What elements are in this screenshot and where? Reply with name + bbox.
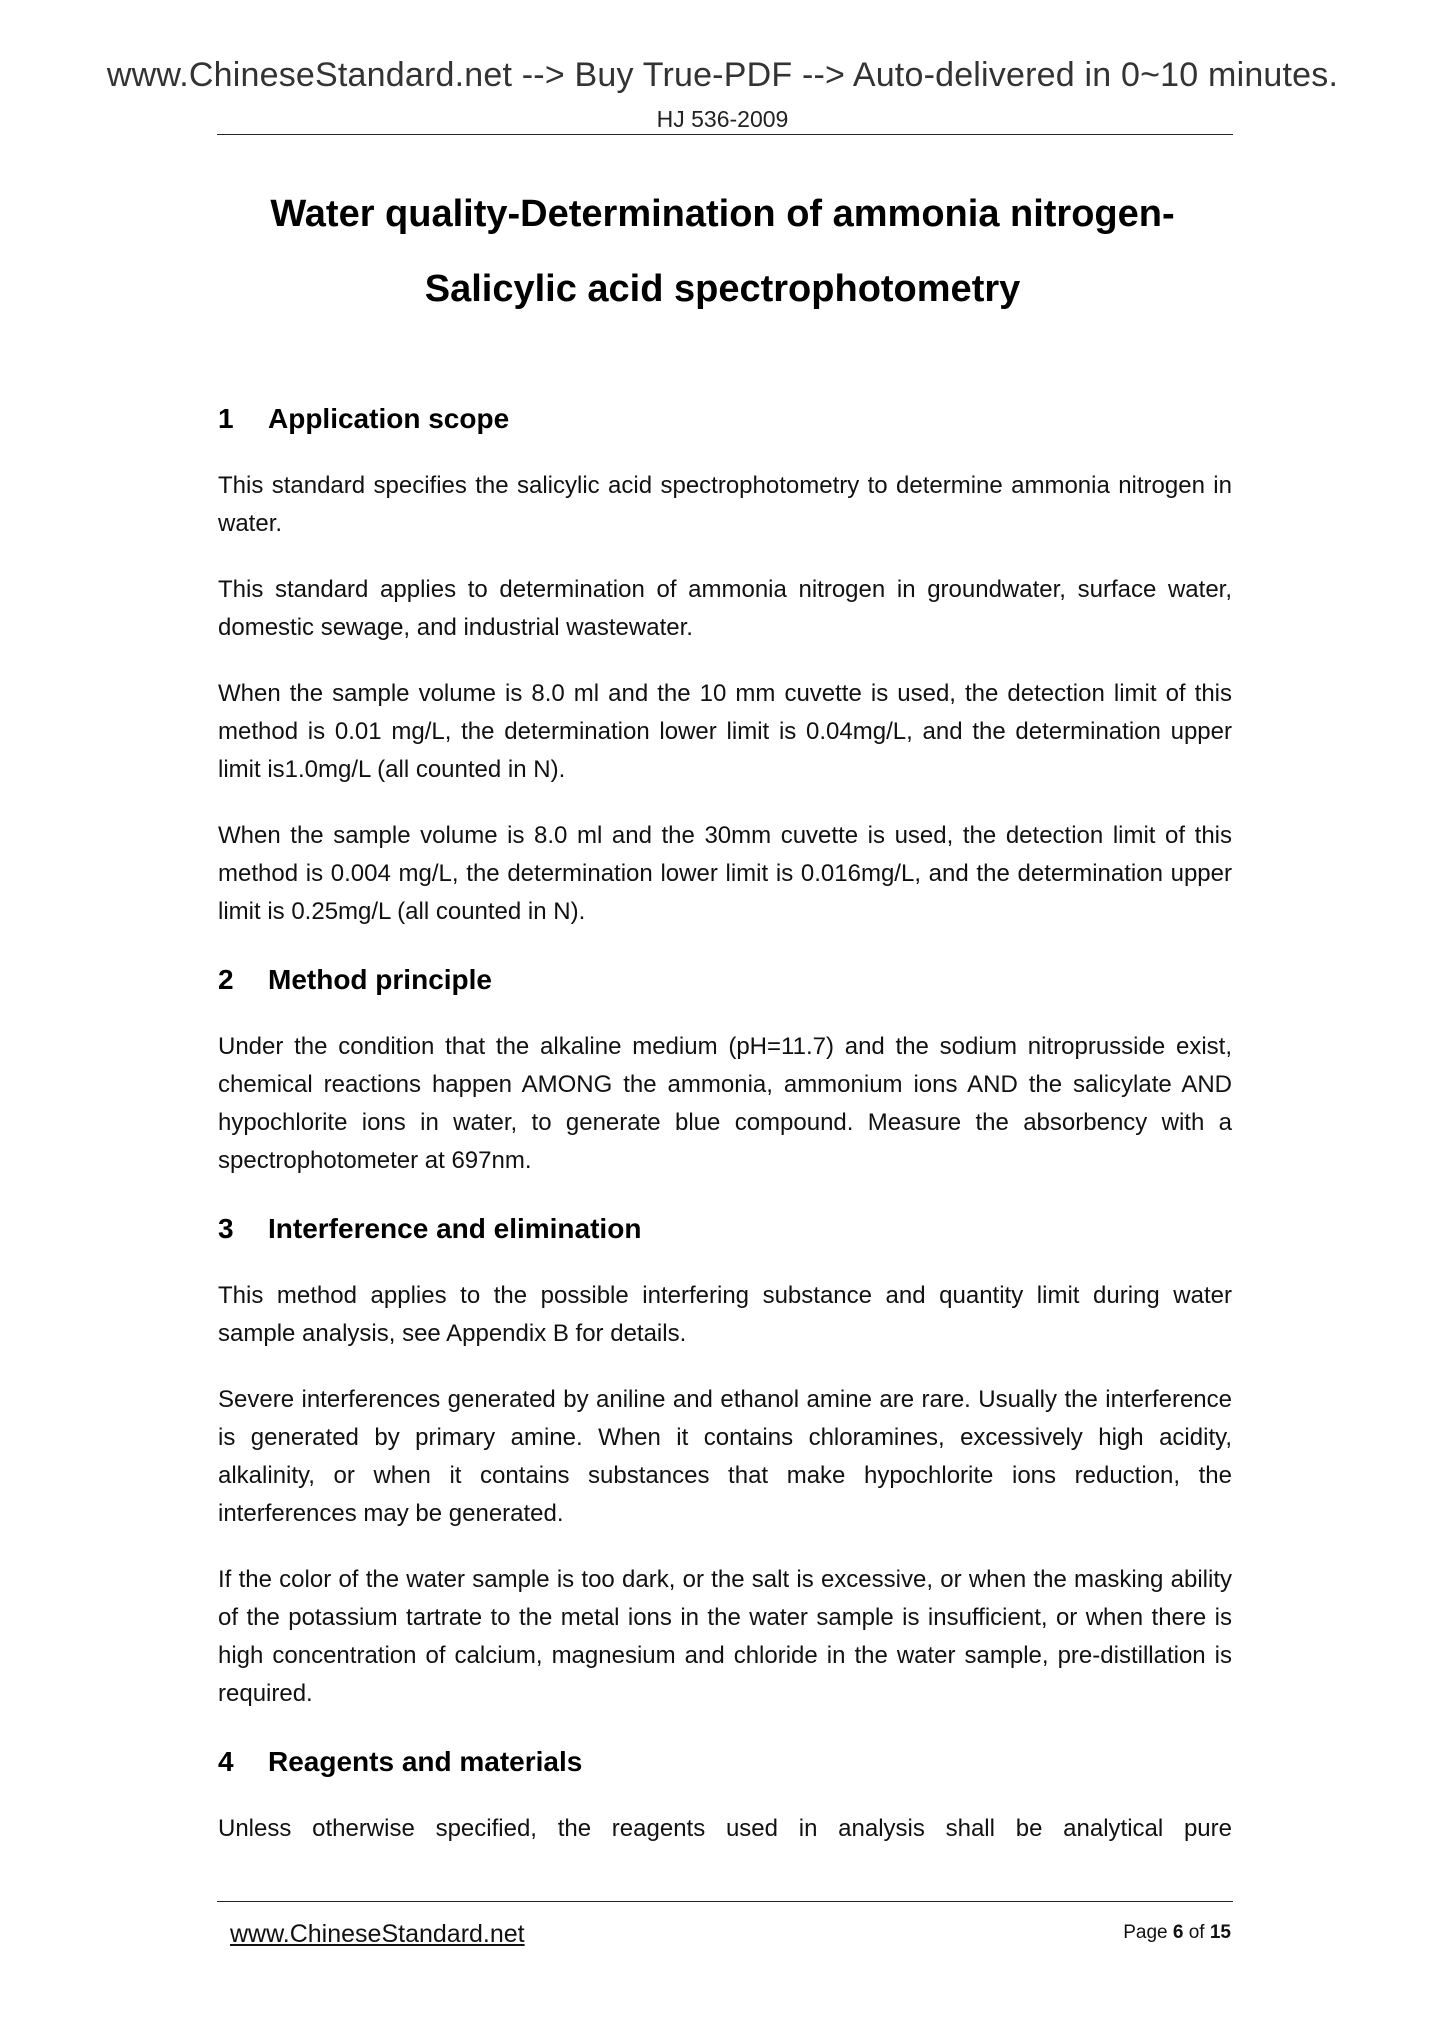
section-heading [218, 959, 1232, 1001]
paragraph: This method applies to the possible interfering substance and quantity limit during water sample analysis, see Appendix B for details. [218, 1282, 1232, 1347]
section-heading [218, 1741, 1232, 1783]
section-number: 4 [218, 1746, 234, 1777]
top-banner: www.ChineseStandard.net --> Buy True-PDF --> Auto-delivered in 0~10 minutes. [106, 56, 1339, 94]
standard-number: HJ 536-2009 [656, 106, 789, 132]
document-title-line-2: Salicylic acid spectrophotometry [424, 268, 1021, 310]
page-total: 15 [1209, 1922, 1231, 1943]
paragraph: Unless otherwise specified, the reagents used in analysis shall be analytical pure [218, 1815, 1232, 1842]
section-heading [218, 1208, 1232, 1250]
page-label: Page [1123, 1922, 1168, 1943]
paragraph: This standard applies to determination of ammonia nitrogen in groundwater, surface water, domestic sewage, and industrial wastewater. [218, 576, 1232, 641]
paragraph: When the sample volume is 8.0 ml and the 10 mm cuvette is used, the detection limit of this method is 0.01 mg/L, the determination lower limit is 0.04mg/L, and the determination upper limit is1.0mg/L (all counted in N). [218, 680, 1232, 783]
section-title: Application scope [268, 403, 510, 434]
document-title-line-1: Water quality-Determination of ammonia nitrogen- [270, 193, 1175, 235]
page-indicator [1123, 1922, 1231, 1944]
page-of: of [1188, 1922, 1205, 1943]
section-heading [218, 398, 1232, 440]
paragraph: This standard specifies the salicylic acid spectrophotometry to determine ammonia nitrogen in water. [218, 472, 1232, 537]
paragraph: When the sample volume is 8.0 ml and the 30mm cuvette is used, the detection limit of this method is 0.004 mg/L, the determination lower limit is 0.016mg/L, and the determination upper limit is 0.25mg/L (all counted in N). [218, 822, 1232, 925]
paragraph: Under the condition that the alkaline medium (pH=11.7) and the sodium nitroprusside exist, chemical reactions happen AMONG the ammonia, ammonium ions AND the salicylate AND hypochlorite ions in water, to generate blue compound. Measure the absorbency with a spectrophotometer at 697nm. [218, 1033, 1232, 1174]
section-number: 1 [218, 403, 234, 434]
section-number: 3 [218, 1213, 234, 1244]
header-rule [217, 134, 1233, 135]
section-title: Interference and elimination [268, 1213, 642, 1244]
section-number: 2 [218, 964, 234, 995]
paragraph: Severe interferences generated by aniline and ethanol amine are rare. Usually the interference is generated by primary amine. When it contains chloramines, excessively high acidity, alkalinity, or when it contains substances that make hypochlorite ions reduction, the interferences may be generated. [218, 1386, 1232, 1527]
footer-rule [217, 1901, 1233, 1902]
section-title: Method principle [268, 964, 492, 995]
page-current: 6 [1172, 1922, 1184, 1943]
paragraph: If the color of the water sample is too dark, or the salt is excessive, or when the masking ability of the potassium tartrate to the metal ions in the water sample is insufficient, or when there is high concentration of calcium, magnesium and chloride in the water sample, pre-distillation is required. [218, 1566, 1232, 1707]
footer-link[interactable]: www.ChineseStandard.net [230, 1920, 525, 1948]
section-title: Reagents and materials [268, 1746, 583, 1777]
document-body [218, 398, 1232, 1848]
